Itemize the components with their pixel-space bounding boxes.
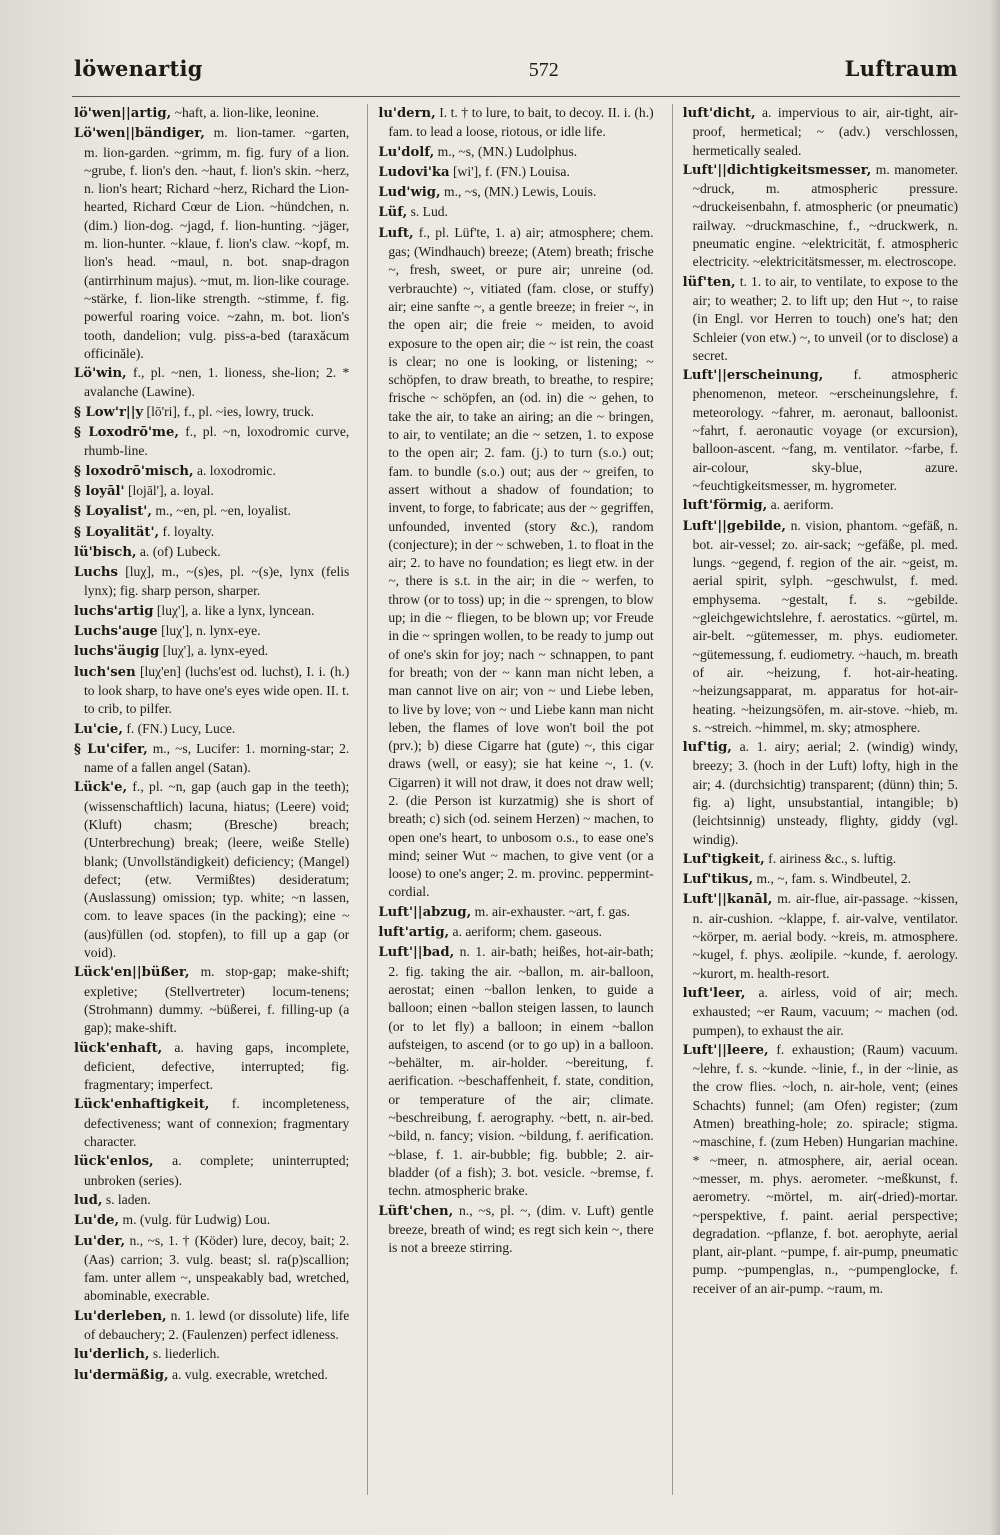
definition: m. lion-tamer. ~garten, m. lion-garden. ~grimm, m. fig. fury of a lion. ~grube, f. lion's den. ~haut, f. lion's skin. ~herz, n. lion's heart; Richard ~herz, Richard the Lion-hearted, Richard Cœur de Lion. ~hündchen, n. (dim.) lion-dog. ~jagd, f. lion-hunting. ~jäger, m. lion-hunter. ~klaue, f. lion's claw. ~kopf, m. lion's head. ~maul, n. bot. snap-dragon (antirrhinum majus). ~mut, m. lion-like courage. ~stärke, f. lion-like strength. ~stimme, f. fig. powerful roaring voice. ~zahn, m. bot. lion's tooth, dandelion; vulg. piss-a-bed (taraxăcum officinăle). [84,125,350,361]
dictionary-entry [74,403,349,422]
dictionary-entry [74,1232,349,1306]
dictionary-entry [74,663,349,719]
dictionary-entry [378,183,653,202]
headword: lu'dermäßig, [74,1367,169,1383]
column-3 [672,104,958,1495]
dictionary-entry [378,224,653,902]
headword: Lö'wen||bändiger, [74,126,205,142]
definition: f. airiness &c., s. luftig. [764,850,897,866]
dictionary-entry [683,738,958,849]
dictionary-entry [74,502,349,521]
definition: a. having gaps, incomplete, deficient, defective, interrupted; fig. fragmentary; imperfect. [84,1039,350,1093]
definition: a. aeriform; chem. gaseous. [449,924,603,940]
definition: ~haft, a. lion-like, leonine. [171,105,319,120]
definition: a. (of) Lubeck. [136,543,221,559]
definition: [luχ'en] (luchs'est od. luchst), I. i. (h.) to look sharp, to have one's eyes wide open. II. t. to crib, to pilfer. [84,663,350,717]
dictionary-entry [74,622,349,641]
definition: f. (FN.) Lucy, Luce. [122,720,236,736]
headword: Luft'||erscheinung, [682,368,824,384]
definition: [wi'], f. (FN.) Louisa. [449,163,570,179]
definition: m., ~s, (MN.) Ludolphus. [434,143,578,159]
definition: n. 1. air-bath; heißes, hot-air-bath; 2. fig. taking the air. ~ballon, m. air-balloon, aerostat; einen ~ballon lenken, to guide a balloon; einen ~ballon steigen lassen, to launch (or to let fly) a balloon; in einem ~ballon aufsteigen, to ascend (or to go up) in a balloon. ~behälter, m. air-holder. ~bereitung, f. aerification. ~beschaffenheit, f. state, condition, or temperature of the air; climate. ~beschreibung, f. aerography. ~bett, n. air-bed. ~bild, n. fancy; vision. ~bildung, f. aerification. ~blase, f. 1. air-bubble; fig. bubble; 2. air-bladder (of a fish); 3. bot. vesicle. ~bremse, f. techn. atmospheric brake. [388,944,654,1199]
dictionary-entry [378,163,653,182]
definition: m., ~, fam. s. Windbeutel, 2. [753,871,912,887]
headword: § Loxodrō'me, [74,425,179,441]
headword: Lu'derleben, [74,1308,167,1324]
definition: n., ~s, pl. ~, (dim. v. Luft) gentle breeze, breath of wind; es regt sich kein ~, there is not a breeze stirring. [388,1202,654,1256]
dictionary-entry [74,720,349,739]
page-edge-shadow [990,0,1000,1535]
definition: [luχ'], a. like a lynx, lyncean. [153,602,315,618]
definition: m. manometer. ~druck, m. atmospheric pressure. ~druckeisenbahn, f. atmospheric (or pneumatic) railway. ~druckmaschine, f., ~druckwerk, n. pneumatic engine. ~elektricität, f. atmospheric electricity. ~elektricitätsmesser, m. electroscope. [692,161,958,270]
headword: Lu'cie, [74,721,123,737]
dictionary-entry [74,1039,349,1095]
column-1 [74,104,349,1495]
dictionary-entry [378,1202,653,1258]
headword: § Lu'cifer, [74,741,148,757]
definition: [lojāl'], a. loyal. [124,482,214,498]
headword: Luft'||abzug, [378,904,472,920]
dictionary-entry [74,1345,349,1364]
dictionary-entry [683,517,958,738]
dictionary-entry [74,543,349,562]
definition: m. (vulg. für Ludwig) Lou. [119,1212,271,1228]
dictionary-entry [378,203,653,222]
definition: a. airless, void of air; mech. exhausted; ~er Raum, vacuum; ~ machen (od. pumpen), to exhaust the air. [692,984,958,1038]
definition: [luχ], m., ~(s)es, pl. ~(s)e, lynx (felis lynx); fig. sharp person, sharper. [84,564,350,599]
definition: s. laden. [102,1191,151,1207]
headword: lu'derlich, [74,1347,150,1363]
dictionary-entry [378,903,653,922]
headword: § Low'r||y [74,404,144,420]
dictionary-entry [74,778,349,962]
definition: s. liederlich. [149,1346,220,1362]
headword: Lüf, [378,205,408,221]
page-number: 572 [528,59,559,81]
dictionary-entry [74,364,349,402]
dictionary-entry [74,482,349,501]
dictionary-entry [74,104,349,123]
dictionary-entry [683,890,958,982]
definition: a. complete; uninterrupted; unbroken (series). [84,1153,350,1188]
dictionary-entry [74,1211,349,1230]
headword: luchs'äugig [74,644,160,660]
headword: § Loyalist', [74,504,152,520]
dictionary-entry [378,923,653,942]
dictionary-entry [74,1191,349,1210]
dictionary-entry [683,850,958,869]
headword: Lud'wig, [378,185,441,201]
headword: Lück'enhaftigkeit, [74,1097,210,1113]
dictionary-entry [683,870,958,889]
headword: luf'tig, [682,740,732,756]
dictionary-entry [683,273,958,365]
headword: Lu'dolf, [378,144,435,160]
headword: lü'bisch, [74,544,137,560]
dictionary-entry [74,124,349,363]
dictionary-entry [683,984,958,1040]
dictionary-entry [74,1366,349,1385]
headword: § Loyalität', [74,524,160,540]
definition: a. vulg. execrable, wretched. [168,1366,328,1382]
definition: a. 1. airy; aerial; 2. (windig) windy, breezy; 3. (hoch in der Luft) lofty, high in the air; 4. (durchsichtig) transparent; (dünn) thin; 5. fig. a) light, unsubstantial, intangible; b) (leichtsinnig) unsteady, flighty, giddy (vgl. windig). [692,739,958,847]
headword: Luft'||bad, [378,945,455,961]
definition: n. 1. lewd (or dissolute) life, life of debauchery; 2. (Faulenzen) perfect idleness. [84,1307,350,1342]
headword: luch'sen [74,664,136,680]
dictionary-entry [74,423,349,461]
definition: f. atmospheric phenomenon, meteor. ~erscheinungslehre, f. meteorology. ~fahrer, m. aeronaut, balloonist. ~fahrt, f. aeronautic voyage (or excursion), balloon-ascent. ~fang, m. ventilator. ~farbe, f. air-colour, sky-blue, azure. ~feuchtigkeitsmesser, m. hygrometer. [692,367,958,493]
headword: Luft'||leere, [682,1042,769,1058]
headword: Luchs'auge [74,624,158,640]
headword: Luchs [74,565,118,581]
headword: lüf'ten, [682,274,736,290]
dictionary-entry [378,943,653,1200]
definition: f. exhaustion; (Raum) vacuum. ~lehre, f. s. ~kunde. ~linie, f., in der ~linie, as the crow flies. ~loch, n. air-hole, vent; (eines Schachts) funnel; (am Ofen) register; (zum Atmen) breathing-hole; zo. spiracle; stigma. ~maschine, f. (zum Heben) Hungarian machine. * ~meer, n. atmosphere, air, aerial ocean. ~messer, m. phys. aerometer. ~meßkunst, f. aerometry. ~mörtel, m. air(-dried)-mortar. ~perspektive, f. paint. aerial perspective; degradation. ~pflanze, f. bot. aerophyte, aerial plant, air-plant. ~pumpe, f. air-pump, pneumatic pump. ~pumpenglas, n., ~pumpenglocke, f. receiver of an air-pump. ~raum, m. [692,1041,958,1296]
dictionary-entry [74,462,349,481]
definition: f., pl. ~n, gap (auch gap in the teeth); (wissenschaftlich) lacuna, hiatus; (Leere) void; (Kluft) chasm; (Bresche) breach; (Unterbrechung) break; (leere, weiße Stelle) blank; (Unvollständigkeit) deficiency; (Mangel) defect; (etw. Vermißtes) desideratum; (Auslassung) omission; typ. white; ~n lassen, com. to leave spaces (in the packing); eine ~ (aus)füllen (od. stopfen), to fill up a gap (or void). [84,779,350,961]
headword: Ludovi'ka [378,164,450,180]
headword: lu'dern, [378,106,436,121]
dictionary-entry [378,104,653,142]
header-rule [72,96,960,97]
dictionary-entry [74,1307,349,1345]
headword: Lö'win, [74,366,127,382]
definition: m. stop-gap; make-shift; expletive; (Stellvertreter) locum-tenens; (Strohmann) dummy. ~büßerei, f. filling-up (a gap); make-shift. [84,964,350,1036]
headword: lück'enlos, [74,1154,154,1170]
definition: m., ~en, pl. ~en, loyalist. [151,503,291,519]
dictionary-entry [74,602,349,621]
definition: f., pl. Lüf'te, 1. a) air; atmosphere; chem. gas; (Windhauch) breeze; (Atem) breath; frische ~, fresh, sweet, or pure air; unreine (od. verbrauchte) ~, vitiated (fam. close, or stuffy) air; eine sanfte ~, a gentle breeze; in freier ~, in the open air; die freie ~ meiden, to avoid exposure to the open air; die ~ ist rein, the coast is clear; no one is looking, or listening; ~ schöpfen, to draw breath, to breathe, to respire; frische ~ schöpfen, an (od. in) die ~ gehen, to take the air, to take an airing; an die ~ bringen, to air, to ventilate; an die ~ setzen, 1. to expose to the open air; 2. fam. (j.) to turn (s.o.) out; fam. to bundle (s.o.) out; aus der ~ greifen, to assert without a shadow of foundation; to invent, to forge, to fabricate; aus der ~ gegriffen, unfounded, invented (story &c.), random (conjecture); in der ~ schweben, 1. to float in the air; 2. to have no foundation; es liegt etw. in der ~, there is s.t. in the air; in die ~ werfen, to throw (or to toss) up; in die ~ sprengen, to blow up; in die ~ fliegen, to be blown up; vor Freude in die ~ springen wollen, to be ready to jump out of one's skin for joy; nach ~ schnappen, to pant for breath; von der ~ kann man nicht leben, a man cannot live on air; von ~ und Liebe leben, to live by love; von ~ und Liebe kann man nicht leben, the flames of love won't boil the pot (prv.); b) diese Cigarre hat (gute) ~, this cigar draws (well, or easy); sie hat keine ~, 1. (v. Cigarren) it will not draw, it does not draw well; 2. (die Person ist kurzatmig) she is short of breath; c) sich (od. seinem Herzen) ~ machen, to open one's heart, to unbosom o.s., to ease one's mind; seiner Wut ~ machen, to give vent (or a loose) to one's anger; 2. m. provinc. peppermint-cordial. [388,224,654,900]
definition: n., ~s, 1. † (Köder) lure, decoy, bait; 2. (Aas) carrion; 3. vulg. beast; sl. ra(p)scallion; fam. unter allem ~, unspeakably bad, wretched, abominable, execrable. [84,1232,350,1304]
definition: f. loyalty. [159,523,215,539]
dictionary-entry [74,1152,349,1190]
headword: luft'leer, [682,985,746,1001]
definition: s. Lud. [407,204,448,220]
headword: Lu'der, [74,1233,126,1249]
page-header [74,56,958,96]
definition: I. t. † to lure, to bait, to decoy. II. i. (h.) fam. to lead a loose, riotous, or idle life. [388,105,654,140]
headword: Luft'||kanāl, [682,892,773,908]
headword: luft'dicht, [682,106,756,121]
dictionary-entry [683,496,958,515]
headword: Luf'tikus, [682,872,754,888]
headword: lö'wen||artig, [74,106,172,121]
dictionary-entry [378,143,653,162]
dictionary-entry [74,1095,349,1151]
definition: m. air-exhauster. ~art, f. gas. [471,903,631,919]
headword: Lück'e, [74,780,128,796]
definition: m. air-flue, air-passage. ~kissen, n. air-cushion. ~klappe, f. air-valve, ventilator. ~körper, m. aerial body. ~kreis, m. atmosphere. ~kugel, f. phys. æolipile. ~kunde, f. aerology. ~kurort, m. health-resort. [692,891,958,981]
definition: a. aeriform. [767,497,834,513]
definition: f. incompleteness, defectiveness; want of connexion; fragmentary character. [84,1096,350,1150]
headword: Luft'||dichtigkeitsmesser, [682,162,872,178]
definition: n. vision, phantom. ~gefäß, n. bot. air-vessel; zo. air-sack; ~gefäße, pl. med. lungs. ~gegend, f. region of the air. ~geist, m. aerial spirit, sylph. ~geschwulst, f. med. emphysema. ~gestalt, f. s. ~gebilde. ~gleichgewichtslehre, f. aerostatics. ~gürtel, m. air-belt. ~gütemesser, m. phys. eudiometer. ~gütemessung, f. eudiometry. ~hauch, m. breath of air. ~heizung, f. hot-air-heating. ~heizungsapparat, m. apparatus for hot-air-heating. ~heizungsöfen, m. air-stove. ~hieb, m. s. ~streich. ~himmel, m. sky; atmosphere. [692,517,958,735]
text-columns [74,104,958,1495]
headword: Lüft'chen, [378,1203,454,1219]
dictionary-entry [74,740,349,778]
definition: m., ~s, (MN.) Lewis, Louis. [440,184,597,200]
headword: lud, [74,1192,103,1208]
running-head-left: löwenartig [74,56,203,81]
dictionary-entry [74,642,349,661]
definition: a. impervious to air, air-tight, air-proof, hermetical; ~ (adv.) verschlossen, hermetically sealed. [692,105,958,158]
definition: f., pl. ~nen, 1. lioness, she-lion; 2. * avalanche (Lawine). [84,365,350,400]
dictionary-entry [683,1041,958,1298]
headword: Luft'||gebilde, [682,518,786,534]
column-2 [367,104,653,1495]
definition: [luχ'], a. lynx-eyed. [159,643,269,659]
headword: Luf'tigkeit, [682,851,765,867]
definition: a. loxodromic. [193,462,276,478]
definition: [luχ'], n. lynx-eye. [157,623,261,639]
headword: luft'artig, [378,925,450,941]
headword: § loyāl' [74,483,125,499]
headword: lück'enhaft, [74,1040,163,1056]
definition: [lō'ri], f., pl. ~ies, lowry, truck. [143,403,315,419]
headword: Luft, [378,225,414,241]
dictionary-entry [683,161,958,272]
definition: f., pl. ~n, loxodromic curve, rhumb-line. [84,424,350,459]
headword: Lu'de, [74,1213,120,1229]
definition: t. 1. to air, to ventilate, to expose to the air; to weather; 2. to lift up; den Hut ~, to raise (in Engl. vor Herren to touch) one's hat; den Schleier (von etw.) ~, to unveil (or to disclose) a secret. [692,273,958,363]
definition: m., ~s, Lucifer: 1. morning-star; 2. name of a fallen angel (Satan). [84,740,350,776]
dictionary-entry [74,963,349,1037]
headword: luchs'artig [74,603,154,619]
dictionary-entry [683,104,958,160]
headword: Lück'en||büßer, [74,965,190,981]
dictionary-entry [74,563,349,601]
headword: § loxodrō'misch, [74,463,194,479]
dictionary-entry [683,366,958,495]
headword: luft'förmig, [682,498,768,514]
running-head-right: Luftraum [844,56,958,81]
dictionary-entry [74,523,349,542]
